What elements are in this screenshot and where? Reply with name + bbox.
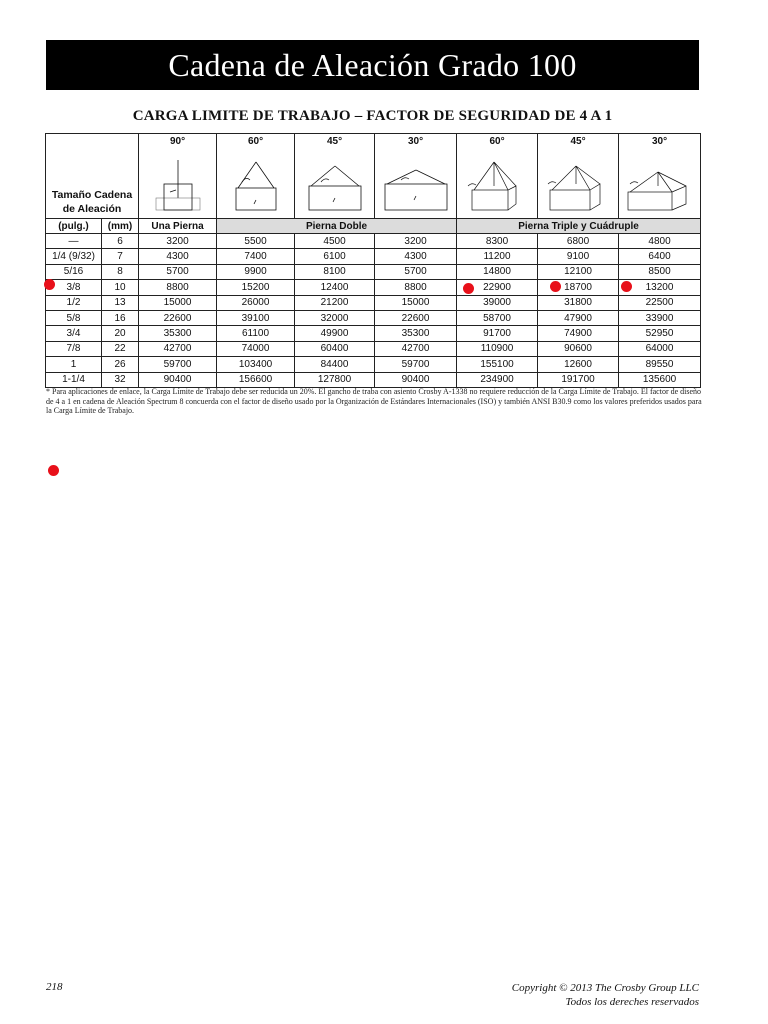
double-leg-45-sling-icon (303, 154, 367, 212)
table-cell: 8800 (375, 280, 457, 295)
table-row (46, 249, 701, 264)
table-cell: 32 (102, 372, 139, 387)
table-row (46, 372, 701, 387)
table-row (46, 234, 701, 249)
table-cell: 8 (102, 264, 139, 279)
table-cell: 6 (102, 234, 139, 249)
triple-leg-30-sling-icon (624, 154, 696, 212)
table-cell: 1-1/4 (46, 372, 102, 387)
table-cell: 13 (102, 295, 139, 310)
table-row (46, 295, 701, 310)
table-row (46, 264, 701, 279)
table-cell: 31800 (538, 295, 619, 310)
table-cell: 7400 (217, 249, 295, 264)
size-heading-line1: Tamaño Cadena (51, 189, 133, 201)
table-cell: 90400 (139, 372, 217, 387)
table-cell: 135600 (619, 372, 701, 387)
angle-col-triple-60 (457, 134, 538, 219)
angle-label: 45° (570, 136, 586, 147)
table-cell: 15000 (139, 295, 217, 310)
table-body (46, 234, 701, 388)
red-marker-dot (48, 465, 59, 476)
angle-col-triple-45 (538, 134, 619, 219)
angle-col-double-60 (217, 134, 295, 219)
table-cell: 39100 (217, 310, 295, 325)
triple-leg-60-sling-icon (464, 154, 530, 212)
table-cell: 4300 (139, 249, 217, 264)
double-leg-60-sling-icon (226, 154, 286, 212)
angle-label: 90° (169, 136, 186, 147)
angle-diagram-row (46, 134, 701, 219)
table-cell: 42700 (139, 341, 217, 356)
table-cell: 3200 (375, 234, 457, 249)
table-cell: 35300 (139, 326, 217, 341)
table-cell: 1/2 (46, 295, 102, 310)
column-header-row (46, 219, 701, 234)
table-cell: 33900 (619, 310, 701, 325)
table-cell: 91700 (457, 326, 538, 341)
table-row (46, 326, 701, 341)
table-cell: 8500 (619, 264, 701, 279)
table-cell: 5/16 (46, 264, 102, 279)
size-heading (46, 134, 139, 219)
page-title: Cadena de Aleación Grado 100 (168, 46, 577, 83)
angle-col-single (139, 134, 217, 219)
table-cell: 155100 (457, 357, 538, 372)
table-cell: 47900 (538, 310, 619, 325)
table-cell: 12600 (538, 357, 619, 372)
table-cell: 22500 (619, 295, 701, 310)
table-cell: 59700 (375, 357, 457, 372)
table-cell: 6400 (619, 249, 701, 264)
table-cell: 32000 (295, 310, 375, 325)
table-cell: 42700 (375, 341, 457, 356)
table-cell: 8800 (139, 280, 217, 295)
table-row (46, 280, 701, 295)
table-cell: 16 (102, 310, 139, 325)
table-cell: 1/4 (9/32) (46, 249, 102, 264)
table-cell: 3/8 (46, 280, 102, 295)
table-cell: — (46, 234, 102, 249)
table-cell: 13200 (619, 280, 701, 295)
table-cell: 6100 (295, 249, 375, 264)
table-cell: 49900 (295, 326, 375, 341)
table-cell: 156600 (217, 372, 295, 387)
table-cell: 22 (102, 341, 139, 356)
col-header-triple-leg: Pierna Triple y Cuádruple (457, 219, 701, 234)
col-header-pulg: (pulg.) (46, 219, 102, 234)
page-title-banner (46, 40, 699, 90)
table-cell: 39000 (457, 295, 538, 310)
table-cell: 8100 (295, 264, 375, 279)
table-cell: 74900 (538, 326, 619, 341)
table-cell: 3200 (139, 234, 217, 249)
table-cell: 10 (102, 280, 139, 295)
angle-label: 45° (326, 136, 343, 147)
table-cell: 21200 (295, 295, 375, 310)
table-cell: 26000 (217, 295, 295, 310)
col-header-mm: (mm) (102, 219, 139, 234)
table-cell: 15200 (217, 280, 295, 295)
table-cell: 11200 (457, 249, 538, 264)
table-cell: 64000 (619, 341, 701, 356)
red-marker-dot (44, 279, 55, 290)
angle-label: 60° (247, 136, 264, 147)
table-cell: 35300 (375, 326, 457, 341)
table-cell: 4500 (295, 234, 375, 249)
table-cell: 6800 (538, 234, 619, 249)
table-cell: 59700 (139, 357, 217, 372)
table-cell: 61100 (217, 326, 295, 341)
table-cell: 7 (102, 249, 139, 264)
table-cell: 9900 (217, 264, 295, 279)
table-cell: 9100 (538, 249, 619, 264)
col-header-double-leg: Pierna Doble (217, 219, 457, 234)
angle-col-triple-30 (619, 134, 701, 219)
rights-line: Todos los dereches reservados (565, 996, 699, 1008)
col-header-single-leg: Una Pierna (139, 219, 217, 234)
table-cell: 60400 (295, 341, 375, 356)
table-cell: 12100 (538, 264, 619, 279)
table-cell: 127800 (295, 372, 375, 387)
table-cell: 18700 (538, 280, 619, 295)
table-cell: 5700 (139, 264, 217, 279)
working-load-limit-table (45, 133, 701, 388)
table-cell: 26 (102, 357, 139, 372)
table-cell: 22600 (139, 310, 217, 325)
table-cell: 7/8 (46, 341, 102, 356)
angle-label: 30° (407, 136, 424, 147)
angle-label: 60° (489, 136, 505, 147)
table-cell: 103400 (217, 357, 295, 372)
table-cell: 22600 (375, 310, 457, 325)
red-marker-dot (621, 281, 632, 292)
red-marker-dot (550, 281, 561, 292)
table-cell: 4300 (375, 249, 457, 264)
table-row (46, 341, 701, 356)
table-subtitle: CARGA LIMITE DE TRABAJO – FACTOR DE SEGURIDAD DE 4 A 1 (132, 108, 613, 124)
table-cell: 90400 (375, 372, 457, 387)
table-cell: 4800 (619, 234, 701, 249)
table-cell: 1 (46, 357, 102, 372)
angle-col-double-30 (375, 134, 457, 219)
table-cell: 5700 (375, 264, 457, 279)
table-cell: 3/4 (46, 326, 102, 341)
table-cell: 74000 (217, 341, 295, 356)
table-row (46, 357, 701, 372)
table-cell: 89550 (619, 357, 701, 372)
table-row (46, 310, 701, 325)
table-cell: 5500 (217, 234, 295, 249)
red-marker-dot (463, 283, 474, 294)
triple-leg-45-sling-icon (544, 154, 612, 212)
table-cell: 15000 (375, 295, 457, 310)
table-cell: 234900 (457, 372, 538, 387)
angle-label: 30° (651, 136, 668, 147)
table-cell: 52950 (619, 326, 701, 341)
table-cell: 191700 (538, 372, 619, 387)
copyright-block (512, 981, 699, 1009)
table-cell: 5/8 (46, 310, 102, 325)
footnote: * Para aplicaciones de enlace, la Carga Límite de Trabajo debe ser reducida un 20%. El gancho de traba con asiento Crosby A-1338 no requiere reducción de la Carga Límite de Trabajo. El factor de diseño de 4 a 1 en cadena de Aleación Spectrum 8 concuerda con el factor de diseño usado por la Organización de Estándares Internacionales (ISO) y también ANSI B30.9 como los valores preferidos usados para la Carga Límite de Trabajo. (46, 387, 702, 416)
table-cell: 90600 (538, 341, 619, 356)
table-cell: 8300 (457, 234, 538, 249)
table-cell: 20 (102, 326, 139, 341)
double-leg-30-sling-icon (381, 154, 451, 212)
table-cell: 14800 (457, 264, 538, 279)
table-cell: 110900 (457, 341, 538, 356)
size-heading-line2: de Aleación (62, 203, 122, 215)
single-leg-sling-icon (148, 154, 208, 212)
page-number: 218 (46, 981, 63, 993)
table-cell: 58700 (457, 310, 538, 325)
table-cell: 12400 (295, 280, 375, 295)
copyright-line: Copyright © 2013 The Crosby Group LLC (511, 982, 699, 994)
table-cell: 22900 (457, 280, 538, 295)
table-cell: 84400 (295, 357, 375, 372)
angle-col-double-45 (295, 134, 375, 219)
